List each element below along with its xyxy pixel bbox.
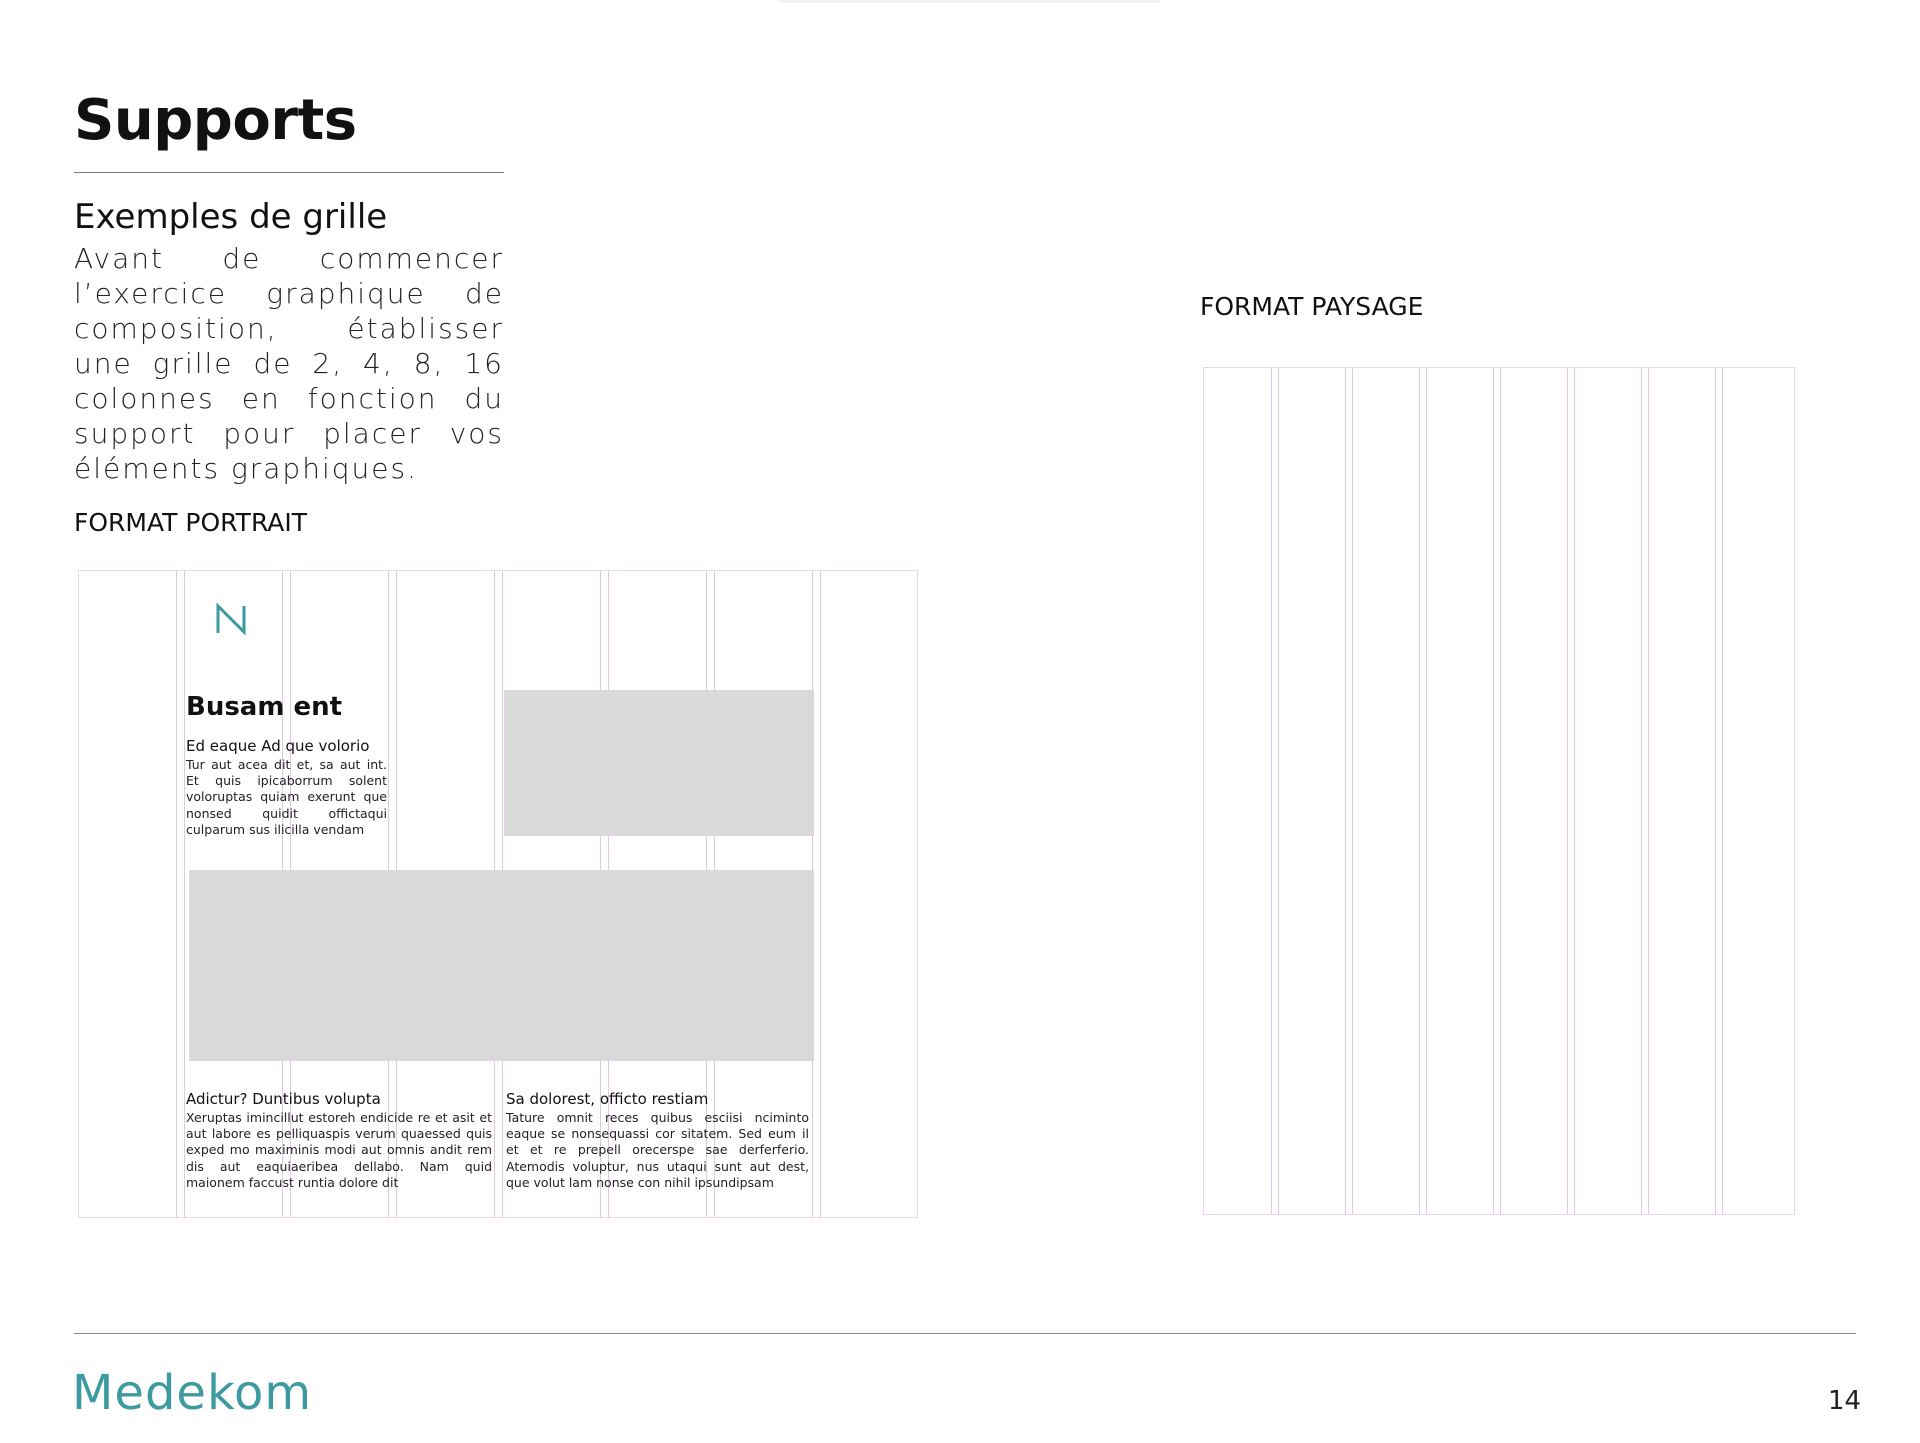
grid-line <box>1419 368 1420 1214</box>
landscape-grid-frame <box>1203 367 1795 1215</box>
grid-line <box>1500 368 1501 1214</box>
example-heading: Busam ent <box>186 692 343 722</box>
example-column-2-heading: Sa dolorest, officto restiam <box>506 1090 709 1108</box>
grid-line <box>1352 368 1353 1214</box>
grid-line <box>1574 368 1575 1214</box>
example-subheading: Ed eaque Ad que volorio <box>186 737 370 755</box>
grid-line <box>1278 368 1279 1214</box>
grid-line <box>1722 368 1723 1214</box>
grid-line <box>1648 368 1649 1214</box>
grid-line <box>1493 368 1494 1214</box>
image-placeholder-wide <box>189 870 814 1061</box>
title-underline <box>74 172 504 173</box>
grid-line <box>184 571 185 1217</box>
example-column-1-heading: Adictur? Duntibus volupta <box>186 1090 381 1108</box>
page-number: 14 <box>1828 1386 1862 1416</box>
top-edge-strip <box>780 0 1160 3</box>
grid-line <box>1426 368 1427 1214</box>
page-title: Supports <box>74 88 357 153</box>
grid-line <box>1715 368 1716 1214</box>
grid-line <box>1345 368 1346 1214</box>
portrait-format-label: FORMAT PORTRAIT <box>74 508 308 537</box>
grid-line <box>1641 368 1642 1214</box>
image-placeholder-top <box>504 690 814 836</box>
brand-logo: Medekom <box>72 1365 313 1421</box>
example-column-2-text: Tature omnit reces quibus esciisi nciminto eaque se nonsequassi cor sitatem. Sed eum il et et re prepell orecerspe sae derferferio. Atemodis voluptur, nus utaqui sunt aut dest, que volut lam nonse con nihil ipsundipsam <box>506 1110 809 1190</box>
grid-line <box>820 571 821 1217</box>
grid-line <box>1567 368 1568 1214</box>
m-monogram-icon <box>214 602 248 636</box>
example-column-1-text: Xeruptas imincillut estoreh endicide re et asit et aut labore es pelliquaspis verum quaessed quis exped mo maximinis modi aut omnis andit rem dis aut eaquiaeribea dellabo. Nam quid maionem faccust runtia dolore dit <box>186 1110 492 1190</box>
landscape-format-label: FORMAT PAYSAGE <box>1200 292 1424 321</box>
section-subtitle: Exemples de grille <box>74 197 388 237</box>
intro-paragraph: Avant de commencer l’exercice graphique de composition, établisser une grille de 2, 4, 8, 16 colonnes en fonction du support pour placer vos éléments graphiques. <box>74 242 504 485</box>
grid-line <box>1271 368 1272 1214</box>
grid-line <box>176 571 177 1217</box>
footer-divider <box>74 1333 1856 1334</box>
example-body-text: Tur aut acea dit et, sa aut int. Et quis ipicaborrum solent voloruptas quiam exerunt que nonsed quidit offictaqui culparum sus ilicilla vendam <box>186 757 387 837</box>
